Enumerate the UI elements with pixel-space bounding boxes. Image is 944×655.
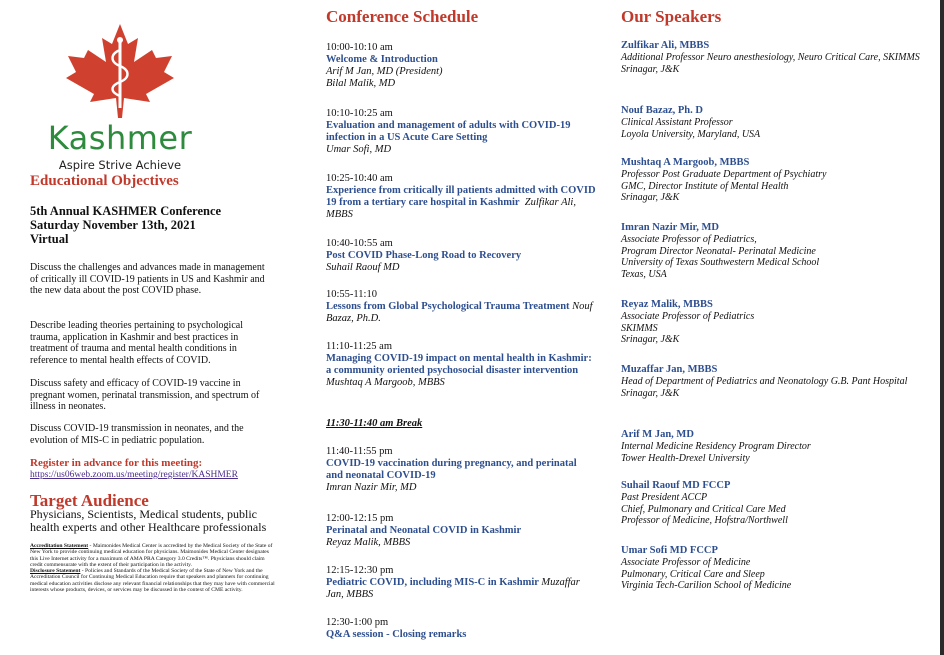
speaker-detail: Srinagar, J&K [621,334,680,345]
session-title: Post COVID Phase-Long Road to Recovery [326,250,522,261]
speaker-detail: Texas, USA [621,268,667,280]
register-label: Register in advance for this meeting: [30,457,203,469]
fine-print [30,543,278,593]
conference-date: Saturday November 13th, 2021 [30,218,196,232]
speaker-detail: GMC, Director Institute of Mental Health [621,180,789,192]
schedule-session [326,513,596,549]
session-time: 10:10-10:25 am [326,108,393,119]
speaker-detail: Associate Professor of Pediatrics, [621,234,757,245]
target-audience-heading: Target Audience [30,491,149,510]
speaker-detail: SKIMMS [621,322,658,334]
speaker-detail: Tower Health-Drexel University [621,452,750,464]
speaker-name: Imran Nazir Mir, MD [621,222,719,233]
logo-tagline: Aspire Strive Achieve [58,158,182,172]
target-audience-text: Physicians, Scientists, Medical students, public health experts and other Healthcare professionals [30,507,267,534]
conference-info [30,204,221,246]
session-time: 12:15-12:30 pm [326,565,394,576]
session-time: 12:30-1:00 pm [326,617,389,628]
speaker-detail: Srinagar, J&K [621,387,680,399]
speaker-detail: Srinagar, J&K [621,192,680,203]
schedule-session [326,565,596,601]
speaker-detail: Virginia Tech-Carilion School of Medicine [621,580,792,591]
speaker-entry [621,222,921,280]
speaker-detail: Chief, Pulmonary and Critical Care Med [621,503,786,515]
conference-format: Virtual [30,232,69,246]
session-title: Pediatric COVID, including MIS-C in Kashmir [326,577,539,588]
session-speaker: Arif M Jan, MD (President) [326,66,443,77]
objective-paragraph: Discuss safety and efficacy of COVID-19 vaccine in pregnant women, perinatal transmission, and spectrum of illness in neonates. [30,378,260,412]
maple-leaf-caduceus-icon [60,22,180,118]
speaker-entry [621,157,921,204]
speaker-detail: Professor Post Graduate Department of Psychiatry [621,169,827,180]
schedule-heading: Conference Schedule [326,7,479,26]
speaker-name: Arif M Jan, MD [621,429,694,440]
schedule-session [326,341,596,389]
register-link[interactable]: https://us06web.zoom.us/meeting/register/KASHMER [30,470,238,480]
session-speaker: Nouf Bazaz, Ph.D. [326,301,593,324]
session-title: Welcome & Introduction [326,54,438,65]
speaker-detail: Past President ACCP [621,492,708,503]
session-title: Managing COVID-19 impact on mental health in Kashmir: a community oriented psychosocial disaster intervention [326,353,592,376]
speaker-detail: Loyola University, Maryland, USA [621,128,761,140]
session-time: 11:10-11:25 am [326,341,393,352]
session-title: Lessons from Global Psychological Trauma Treatment [326,301,570,312]
speaker-entry [621,364,921,399]
session-time: 10:55-11:10 [326,289,377,300]
session-speaker: Muzaffar Jan, MBBS [326,577,580,600]
conference-name: 5th Annual KASHMER Conference [30,204,222,218]
session-time: 10:25-10:40 am [326,173,393,184]
left-column [28,0,278,655]
session-time: 11:40-11:55 pm [326,446,393,457]
schedule-session [326,42,596,90]
schedule-break [326,418,596,429]
speakers-column [621,0,921,655]
session-time: 10:40-10:55 am [326,238,393,249]
session-speaker: Zulfikar Ali, MBBS [326,197,576,220]
session-speaker: Mushtaq A Margoob, MBBS [326,377,445,388]
speaker-entry [621,40,921,75]
session-speaker: Imran Nazir Mir, MD [326,482,417,493]
disclosure-text: - Policies and Standards of the Medical Society of the State of New York and the Accreditation Council for Continuing Medical Education require that speakers and planners for continuing medical education activities disclose any relevant financial relationships that they may have with commercial interests whose products, devices, or services may be discussed in the context of CME activity. [30,568,275,594]
speaker-detail: Head of Department of Pediatrics and Neonatology G.B. Pant Hospital [621,376,908,387]
speaker-detail: Internal Medicine Residency Program Director [621,441,811,452]
speaker-entry [621,299,921,346]
session-speaker: Umar Sofi, MD [326,144,392,155]
session-time: 10:00-10:10 am [326,42,393,53]
speaker-entry [621,429,921,464]
speaker-entry [621,545,921,592]
schedule-column [326,0,596,655]
logo-wordmark: Kashmer [47,119,193,157]
accreditation-text: - Maimonides Medical Center is accredited by the Medical Society of the State of New York to provide continuing medical education for physicians. Maimonides Medical Center designates this Live Internet activity for a maximum of AMA PRA Category 3.0 Credits™. Physicians should claim credit commensurate with the extent of their participation in the activity. [30,543,273,568]
schedule-session [326,446,596,494]
schedule-session [326,238,596,274]
speakers-heading: Our Speakers [621,7,722,26]
objectives-heading: Educational Objectives [30,173,179,189]
session-speaker: Bilal Malik, MD [326,78,396,89]
right-edge-frame [940,0,944,655]
speaker-detail: University of Texas Southwestern Medical School [621,257,820,268]
speaker-detail: Additional Professor Neuro anesthesiology, Neuro Critical Care, SKIMMS [621,52,920,63]
speaker-entry [621,480,921,527]
speaker-name: Reyaz Malik, MBBS [621,299,713,310]
speaker-detail: Pulmonary, Critical Care and Sleep [621,568,765,580]
session-title: Experience from critically ill patients admitted with COVID 19 from a tertiary care hospital in Kashmir [326,185,596,208]
session-title: Q&A session - Closing remarks [326,629,467,640]
speaker-detail: Clinical Assistant Professor [621,117,733,128]
speaker-name: Muzaffar Jan, MBBS [621,364,718,375]
schedule-session [326,617,596,641]
accreditation-label: Accreditation Statement [30,543,89,549]
objective-paragraph: Discuss the challenges and advances made in management of critically ill COVID-19 patients in US and Kashmir and the new data about the post COVID phase. [30,262,265,296]
session-title: Perinatal and Neonatal COVID in Kashmir [326,525,522,536]
session-speaker: Reyaz Malik, MBBS [326,537,411,548]
schedule-session [326,289,596,325]
speaker-detail: Program Director Neonatal- Perinatal Medicine [621,245,816,257]
speaker-detail: Srinagar, J&K [621,63,680,75]
speaker-entry [621,105,921,140]
speaker-name: Nouf Bazaz, Ph. D [621,105,703,116]
speaker-detail: Associate Professor of Pediatrics [621,311,755,322]
disclosure-label: Disclosure Statement [30,568,81,575]
objective-paragraph: Discuss COVID-19 transmission in neonates, and the evolution of MIS-C in pediatric population. [30,423,244,446]
kashmer-logo [40,22,200,172]
session-title: Evaluation and management of adults with COVID-19 infection in a US Acute Care Setting [326,120,571,143]
speaker-detail: Associate Professor of Medicine [621,557,751,568]
objective-paragraph: Describe leading theories pertaining to psychological trauma, application in Kashmir and best practices in treatment of trauma and mental health conditions in reference to mental health effects of COVID. [30,320,243,366]
schedule-session [326,173,596,221]
speaker-detail: Professor of Medicine, Hofstra/Northwell [621,515,788,526]
speaker-name: Umar Sofi MD FCCP [621,545,718,556]
speaker-name: Mushtaq A Margoob, MBBS [621,157,750,168]
speaker-name: Zulfikar Ali, MBBS [621,40,710,51]
session-speaker: Suhail Raouf MD [326,262,400,273]
schedule-session [326,108,596,156]
session-title: COVID-19 vaccination during pregnancy, and perinatal and neonatal COVID-19 [326,458,577,481]
break-label: 11:30-11:40 am Break [326,418,423,429]
session-time: 12:00-12:15 pm [326,513,394,524]
speaker-name: Suhail Raouf MD FCCP [621,480,731,491]
